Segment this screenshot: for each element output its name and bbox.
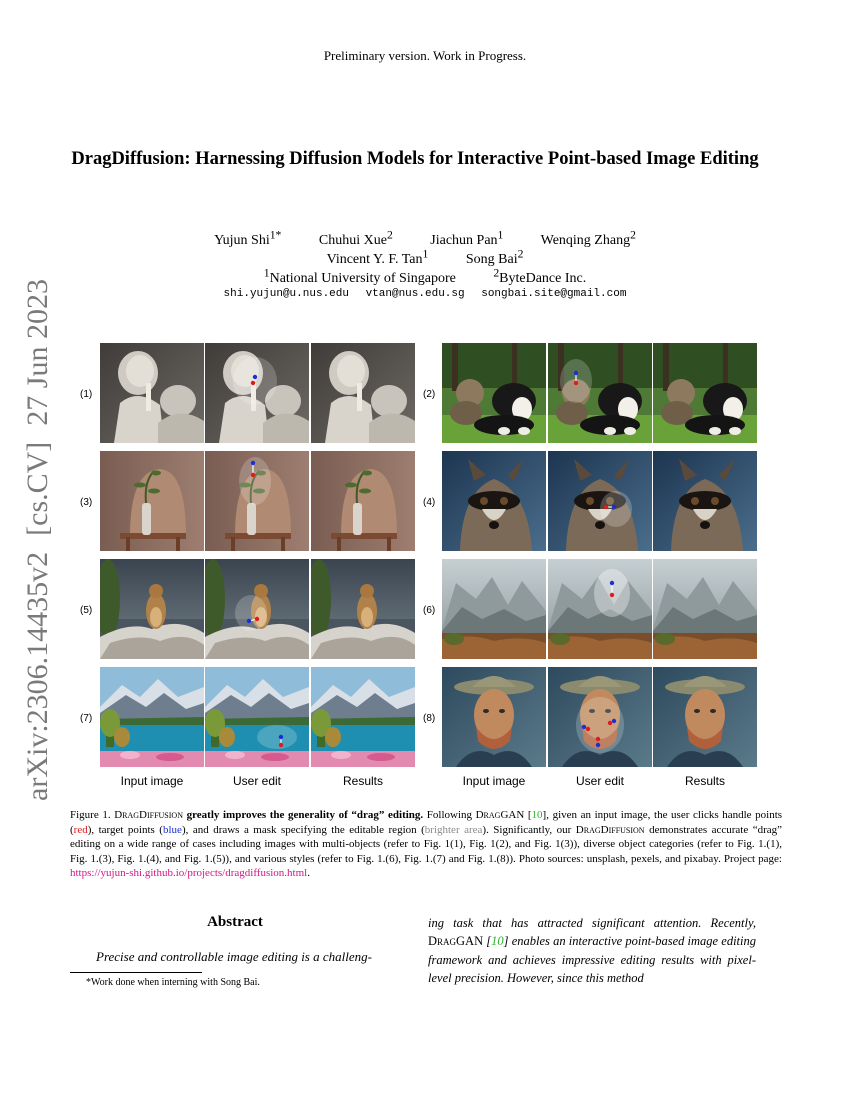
row-label: (7) — [80, 713, 93, 724]
target-point — [610, 581, 614, 585]
input-image — [100, 559, 204, 659]
abstract-text: Precise and controllable image editing is a challeng- — [96, 949, 372, 964]
author: Wenqing Zhang$^2$ — [540, 228, 636, 248]
paper-title: DragDiffusion: Harnessing Diffusion Models for Interactive Point-based Image Editing — [71, 149, 759, 169]
column-label: Input image — [462, 774, 526, 788]
result-image — [653, 559, 757, 659]
row-label: (2) — [423, 389, 436, 400]
result-image — [311, 343, 415, 443]
column-label: Results — [342, 774, 383, 788]
row-label: (3) — [80, 497, 93, 508]
input-image — [100, 343, 204, 443]
row-label: (6) — [423, 605, 436, 616]
column-label: User edit — [575, 774, 625, 788]
target-point — [279, 735, 283, 739]
author: Song Bai$^2$ — [465, 247, 524, 267]
author: Vincent Y. F. Tan$^1$ — [326, 247, 429, 267]
email: vtan@nus.edu.sg — [365, 288, 465, 300]
arxiv-watermark: arXiv:2306.14435v2[cs.CV]27 Jun 2023 — [21, 279, 54, 801]
row-label: (8) — [423, 713, 436, 724]
citation-link[interactable]: 10 — [531, 809, 543, 821]
target-point — [253, 375, 257, 379]
handle-point — [279, 743, 283, 747]
citation-link[interactable]: 10 — [491, 934, 504, 949]
result-image — [653, 451, 757, 551]
target-point — [251, 461, 255, 465]
result-image — [653, 343, 757, 443]
input-image — [442, 343, 546, 443]
handle-point — [604, 505, 608, 509]
footnote-rule — [70, 972, 202, 973]
user-edit-image — [205, 559, 309, 659]
footnote: *Work done when interning with Song Bai. — [86, 977, 260, 988]
user-edit-image — [548, 343, 652, 443]
input-image — [100, 451, 204, 551]
project-page-link[interactable]: https://yujun-shi.github.io/projects/dragdiffusion.html — [70, 867, 308, 880]
email: shi.yujun@u.nus.edu — [223, 288, 349, 300]
handle-point — [610, 593, 614, 597]
handle-point — [251, 381, 255, 385]
author: Jiachun Pan$^1$ — [430, 228, 504, 248]
user-edit-image — [548, 559, 652, 659]
result-image — [311, 667, 415, 767]
abstract-heading: Abstract — [207, 914, 263, 930]
input-image — [100, 667, 204, 767]
target-point — [582, 725, 586, 729]
figure-caption: Figure 1. DragDiffusion greatly improves the generality of “drag” editing. Following DragGAN [10], given an input image, the user clicks handle points (red), target points (blue), and draws a mask specifying the editable region (brighter area). Significantly, our DragDiffusion demonstrates accurate “drag” editing on a wide range of cases including images with multi-objects (refer to Fig. 1(1), Fig. 1(2), and Fig. 1(3)), diverse object categories (refer to Fig. 1.(1), Fig. 1.(3), Fig. 1.(4), and Fig. 1.(5)), and various styles (refer to Fig. 1.(6), Fig. 1.(7) and Fig. 1.(8)). Photo sources: unsplash, pexels, and pixabay. Project page: https://yujun-shi.github.io/projects/dragdiffusion.html. — [70, 809, 783, 880]
handle-point — [586, 727, 590, 731]
handle-point — [608, 721, 612, 725]
page-header: Preliminary version. Work in Progress. — [323, 48, 527, 63]
handle-point — [255, 617, 259, 621]
user-edit-image — [205, 343, 309, 443]
handle-point — [596, 737, 600, 741]
user-edit-image — [548, 451, 652, 551]
author: Chuhui Xue$^2$ — [318, 228, 393, 248]
user-edit-image — [205, 451, 309, 551]
target-point — [596, 743, 600, 747]
user-edit-image — [205, 667, 309, 767]
email: songbai.site@gmail.com — [481, 288, 627, 300]
column-label: Results — [684, 774, 725, 788]
input-image — [442, 667, 546, 767]
row-label: (1) — [80, 389, 93, 400]
input-image — [442, 451, 546, 551]
affiliation: $^2$ByteDance Inc. — [493, 266, 587, 286]
handle-point — [574, 381, 578, 385]
input-image — [442, 559, 546, 659]
target-point — [574, 371, 578, 375]
column-label: Input image — [120, 774, 184, 788]
affiliations — [0, 264, 850, 288]
user-edit-image — [548, 667, 652, 767]
result-image — [653, 667, 757, 767]
row-label: (5) — [80, 605, 93, 616]
target-point — [247, 619, 251, 623]
right-column-text: ing task that has attracted significant attention. Recently, DragGAN [10] enables an interactive point-based image editing framework and achieves impressive editing results with pixel-level precision. However, since this method — [428, 916, 756, 985]
row-label: (4) — [423, 497, 436, 508]
author: Yujun Shi$^{1*}$ — [214, 228, 282, 248]
author-emails — [0, 288, 850, 300]
result-image — [311, 559, 415, 659]
target-point — [612, 719, 616, 723]
handle-point — [251, 473, 255, 477]
affiliation: $^1$National University of Singapore — [263, 266, 456, 286]
target-point — [612, 505, 616, 509]
result-image — [311, 451, 415, 551]
column-label: User edit — [232, 774, 282, 788]
